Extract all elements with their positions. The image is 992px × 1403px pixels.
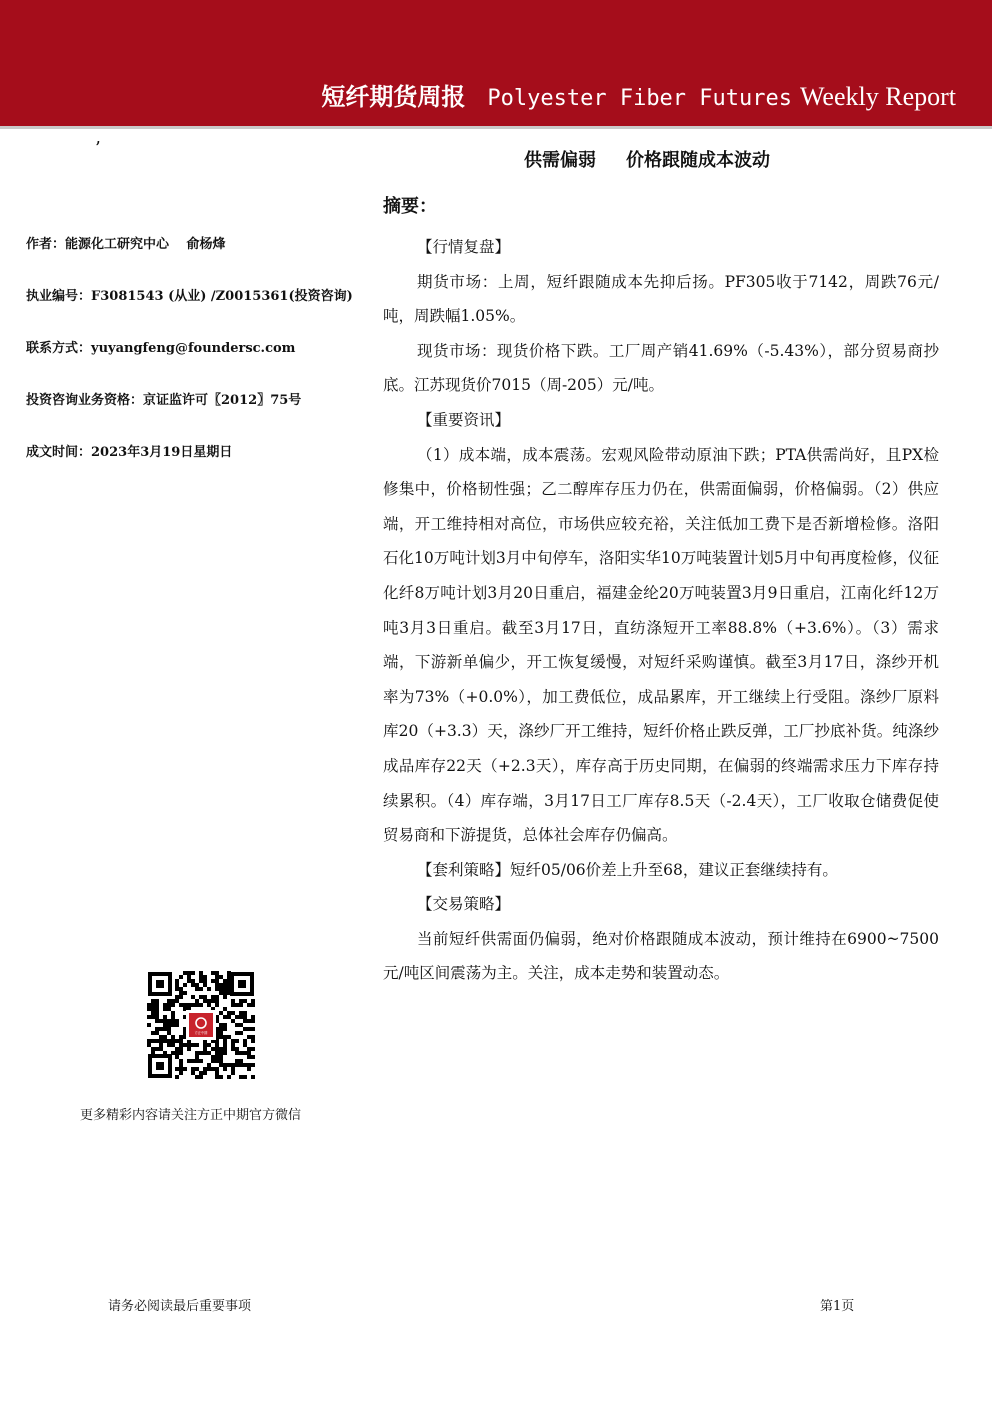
- date-line: [26, 441, 366, 460]
- abstract-label: 摘要：: [383, 196, 437, 217]
- headline-part1: 供需偏弱: [524, 150, 596, 171]
- contact-email[interactable]: yuyangfeng@foundersc.com: [91, 341, 296, 356]
- report-title-en-suffix: Weekly Report: [799, 82, 956, 111]
- paragraph-futures-market: 期货市场：上周，短纤跟随成本先抑后扬。PF305收于7142，周跌76元/吨，周跌幅1.05%。: [383, 272, 939, 326]
- author-label: 作者：: [26, 237, 66, 252]
- page-number: 第1页: [820, 1299, 855, 1314]
- report-title-cn: 短纤期货周报: [321, 83, 466, 111]
- report-headline: [524, 146, 770, 172]
- author-value: 能源化工研究中心 俞杨烽: [65, 237, 226, 252]
- license-line: [26, 285, 366, 304]
- section-heading-trading-strategy: 【交易策略】: [417, 895, 511, 914]
- qr-logo-text: 方正中期: [194, 1031, 208, 1035]
- author-line: [26, 233, 366, 252]
- paragraph-arbitrage-strategy: 【套利策略】短纤05/06价差上升至68，建议正套继续持有。: [417, 860, 838, 879]
- stray-mark: ’: [95, 138, 101, 159]
- contact-line: [26, 337, 366, 356]
- qualification-line: [26, 389, 366, 408]
- license-label: 执业编号：: [26, 289, 92, 304]
- date-label: 成文时间：: [26, 445, 92, 460]
- contact-label: 联系方式：: [26, 341, 92, 356]
- paragraph-trading-strategy: 当前短纤供需面仍偏弱，绝对价格跟随成本波动，预计维持在6900~7500元/吨区间震荡为主。关注，成本走势和装置动态。: [383, 929, 939, 983]
- header-divider: [0, 126, 992, 129]
- license-value: F3081543 (从业) /Z0015361(投资咨询): [91, 289, 353, 304]
- footer-notice: 请务必阅读最后重要事项: [108, 1299, 252, 1314]
- report-title-en: Polyester Fiber Futures: [487, 86, 793, 111]
- headline-part2: 价格跟随成本波动: [626, 150, 770, 171]
- qualification-value: 京证监许可〖2012〗75号: [143, 393, 302, 408]
- qr-caption: 更多精彩内容请关注方正中期官方微信: [80, 1108, 302, 1123]
- paragraph-key-news: （1）成本端，成本震荡。宏观风险带动原油下跌；PTA供需尚好，且PX检修集中，价格韧性强；乙二醇库存压力仍在，供需面偏弱，价格偏弱。（2）供应端，开工维持相对高位，市场供应较充裕，关注低加工费下是否新增检修。洛阳石化10万吨计划3月中旬停车，洛阳实华10万吨装置计划5月中旬再度检修，仪征化纤8万吨计划3月20日重启，福建金纶20万吨装置3月9日重启，江南化纤12万吨3月3日重启。截至3月17日，直纺涤短开工率88.8%（+3.6%）。（3）需求端，下游新单偏少，开工恢复缓慢，对短纤采购谨慎。截至3月17日，涤纱开机率为73%（+0.0%），加工费低位，成品累库，开工继续上行受阻。涤纱厂原料库20（+3.3）天，涤纱厂开工维持，短纤价格止跌反弹，工厂抄底补货。纯涤纱成品库存22天（+2.3天），库存高于历史同期，在偏弱的终端需求压力下库存持续累积。（4）库存端，3月17日工厂库存8.5天（-2.4天），工厂收取仓储费促使贸易商和下游提货，总体社会库存仍偏高。: [383, 445, 939, 845]
- section-heading-key-news: 【重要资讯】: [417, 410, 511, 429]
- section-heading-market-review: 【行情复盘】: [417, 238, 511, 256]
- abstract-body: [383, 230, 939, 991]
- report-title: [321, 80, 956, 116]
- qualification-label: 投资咨询业务资格：: [26, 393, 144, 408]
- paragraph-spot-market: 现货市场：现货价格下跌。工厂周产销41.69%（-5.43%），部分贸易商抄底。江苏现货价7015（周-205）元/吨。: [383, 341, 939, 395]
- wechat-qr-code[interactable]: [146, 970, 256, 1080]
- date-value: 2023年3月19日星期日: [91, 445, 233, 460]
- header-banner: [0, 0, 992, 126]
